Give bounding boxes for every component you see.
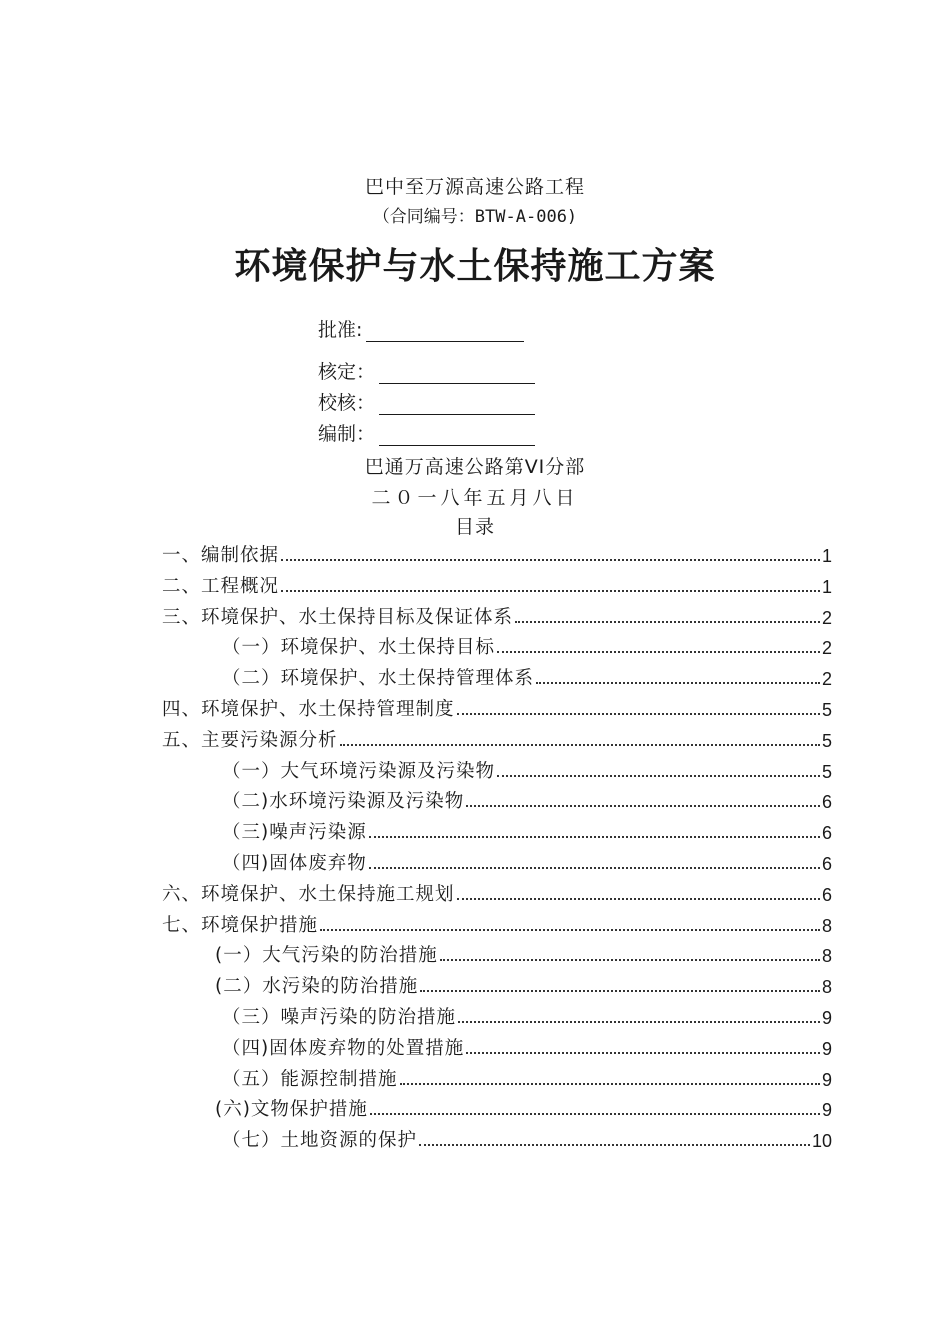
toc-leader-dots [466,804,820,807]
toc-entry-label: （四)固体废弃物的处置措施 [222,1038,465,1059]
toc-page-number: 10 [811,1131,832,1151]
toc-entry-label: (二）水污染的防治措施 [215,976,419,997]
toc-leader-dots [370,1112,820,1115]
toc-entry-label: 七、环境保护措施 [162,915,319,936]
toc-page-number: 5 [821,762,832,782]
toc-entry-label: （二)水环境污染源及污染物 [222,791,465,812]
toc-leader-dots [440,958,820,961]
toc-leader-dots [497,650,820,653]
toc-leader-dots [457,897,820,900]
toc-entry[interactable] [222,818,832,844]
toc-page-number: 8 [821,916,832,936]
toc-entry[interactable] [222,1034,832,1060]
toc-entry-label: 六、环境保护、水土保持施工规划 [162,884,455,905]
signature-line [366,319,524,342]
toc-page-number: 8 [821,946,832,966]
toc-entry[interactable] [162,880,832,906]
toc-page-number: 1 [821,546,832,566]
signature-label: 编制： [318,423,376,445]
signature-line [379,361,535,384]
toc-page-number: 6 [821,885,832,905]
toc-page-number: 9 [821,1100,832,1120]
signature-line [379,392,535,415]
toc-entry-label: （一）环境保护、水土保持目标 [222,637,496,658]
toc-entry[interactable] [222,787,832,813]
toc-entry[interactable] [222,1126,832,1152]
toc-entry[interactable] [222,1065,832,1091]
toc-leader-dots [420,989,820,992]
toc-entry-label: （三）噪声污染的防治措施 [222,1007,457,1028]
signature-approve [318,316,524,342]
toc-leader-dots [466,1051,820,1054]
toc-entry-label: 二、工程概况 [162,576,280,597]
toc-leader-dots [458,1020,820,1023]
toc-page-number: 5 [821,731,832,751]
toc-page-number: 6 [821,823,832,843]
page-title: 环境保护与水土保持施工方案 [234,246,716,287]
toc-entry-label: 四、环境保护、水土保持管理制度 [162,699,455,720]
toc-entry[interactable] [162,603,832,629]
toc-entry[interactable] [162,695,832,721]
signature-label: 批准: [318,319,363,341]
toc-entry-label: （一）大气环境污染源及污染物 [222,761,496,782]
toc-entry[interactable] [222,849,832,875]
toc-page-number: 9 [821,1008,832,1028]
project-title: 巴中至万源高速公路工程 [364,176,585,198]
organization: 巴通万高速公路第VI分部 [364,456,586,478]
toc-entry-label: 三、环境保护、水土保持目标及保证体系 [162,607,514,628]
toc-leader-dots [281,558,820,561]
signature-check [318,389,535,415]
toc-page-number: 9 [821,1070,832,1090]
contract-number: （合同编号：BTW-A-006) [372,207,578,227]
toc-leader-dots [369,866,820,869]
toc-page-number: 2 [821,608,832,628]
toc-leader-dots [497,774,820,777]
signature-compile [318,420,535,446]
toc-page-number: 9 [821,1039,832,1059]
toc-leader-dots [400,1082,820,1085]
toc-leader-dots [281,589,820,592]
toc-entry[interactable] [215,941,832,967]
signature-label: 核定： [318,361,376,383]
toc-leader-dots [536,681,820,684]
toc-leader-dots [419,1143,810,1146]
toc-entry-label: (一）大气污染的防治措施 [215,945,438,966]
toc-entry[interactable] [222,664,832,690]
toc-entry-label: 一、编制依据 [162,545,280,566]
toc-page-number: 6 [821,854,832,874]
signature-verify [318,358,535,384]
toc-entry[interactable] [162,726,832,752]
toc-entry[interactable] [162,572,832,598]
signature-line [379,423,535,446]
toc-entry-label: （三)噪声污染源 [222,822,367,843]
toc-leader-dots [320,928,820,931]
toc-leader-dots [515,620,820,623]
toc-entry-label: (六)文物保护措施 [215,1099,368,1120]
toc-page-number: 1 [821,577,832,597]
toc-entry[interactable] [162,541,832,567]
toc-entry[interactable] [162,911,832,937]
toc-entry-label: （二）环境保护、水土保持管理体系 [222,668,535,689]
toc-leader-dots [457,712,820,715]
toc-entry[interactable] [215,1095,832,1121]
toc-entry-label: 五、主要污染源分析 [162,730,338,751]
toc-page-number: 8 [821,977,832,997]
document-date: 二０一八年五月八日 [371,487,579,509]
toc-leader-dots [369,835,820,838]
toc-entry[interactable] [222,1003,832,1029]
toc-entry-label: （七）土地资源的保护 [222,1130,418,1151]
toc-entry-label: （四)固体废弃物 [222,853,367,874]
toc-page-number: 2 [821,638,832,658]
toc-leader-dots [340,743,820,746]
toc-heading: 目录 [454,516,495,538]
toc-entry[interactable] [222,757,832,783]
toc-entry-label: （五）能源控制措施 [222,1069,398,1090]
toc-page-number: 6 [821,792,832,812]
toc-page-number: 2 [821,669,832,689]
toc-entry[interactable] [215,972,832,998]
signature-label: 校核： [318,392,376,414]
toc-entry[interactable] [222,633,832,659]
toc-page-number: 5 [821,700,832,720]
